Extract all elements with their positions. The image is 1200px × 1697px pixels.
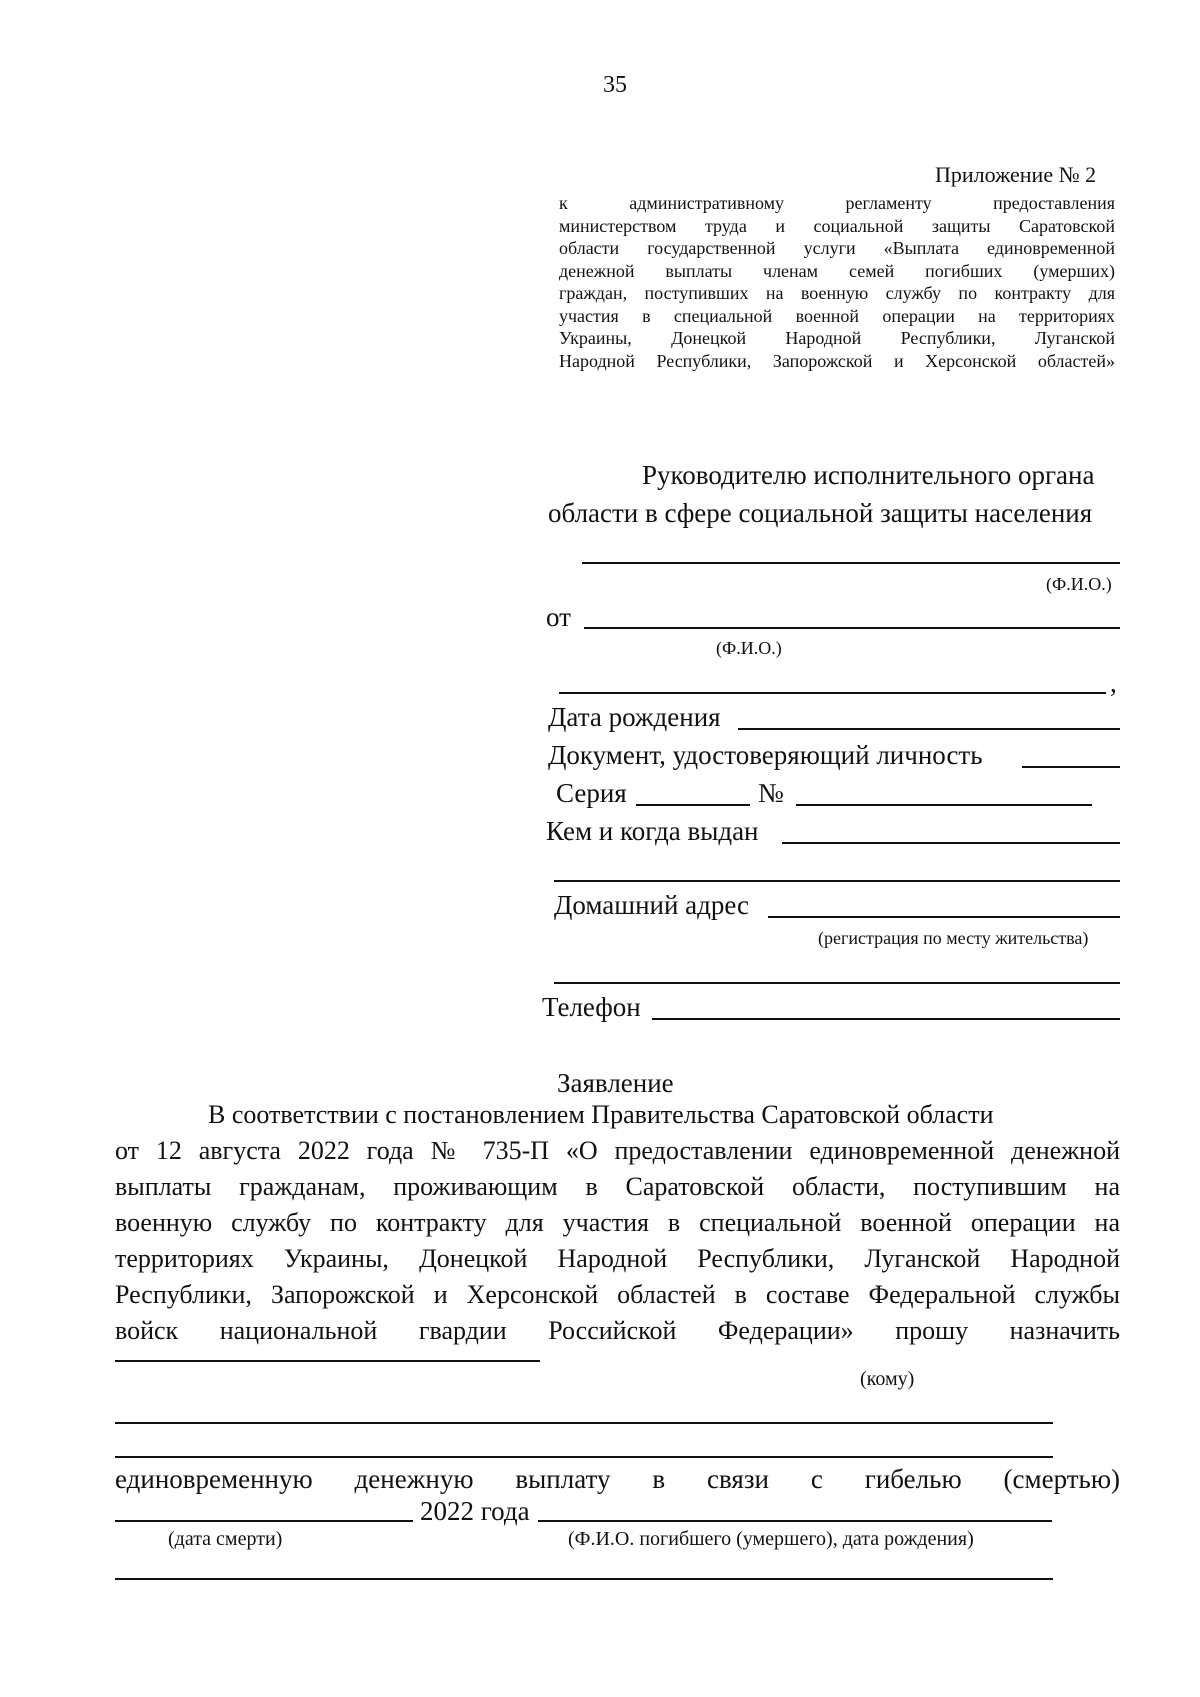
death-date-field[interactable] xyxy=(115,1520,413,1522)
addressee-fio-field[interactable] xyxy=(582,562,1120,564)
to-whom-caption: (кому) xyxy=(860,1368,915,1390)
issued-field[interactable] xyxy=(782,842,1120,844)
appendix-line: Украины, Донецкой Народной Республики, Луганской xyxy=(559,328,1115,348)
addressee-line-2: области в сфере социальной защиты населения xyxy=(548,498,1093,528)
phone-field[interactable] xyxy=(652,1018,1120,1020)
applicant-fio-field-2[interactable] xyxy=(559,692,1106,694)
to-whom-field-3[interactable] xyxy=(115,1456,1053,1458)
to-whom-field[interactable] xyxy=(115,1360,540,1362)
deceased-caption: (Ф.И.О. погибшего (умершего), дата рождения) xyxy=(568,1528,974,1550)
statement-line: выплаты гражданам, проживающим в Саратовской области, поступившим на xyxy=(115,1172,1120,1201)
appendix-line: денежной выплаты членам семей погибших (умерших) xyxy=(559,260,1115,281)
address-caption: (регистрация по месту жительства) xyxy=(818,928,1089,948)
appendix-line: области государственной услуги «Выплата единовременной xyxy=(559,238,1115,258)
id-doc-label: Документ, удостоверяющий личность xyxy=(548,740,983,770)
number-field[interactable] xyxy=(796,804,1092,806)
death-date-caption: (дата смерти) xyxy=(168,1528,283,1550)
address-label: Домашний адрес xyxy=(554,890,750,920)
appendix-line: к административному регламенту предоставления xyxy=(559,193,1115,213)
payment-line: единовременную денежную выплату в связи с гибелью (смертью) xyxy=(115,1464,1120,1494)
statement-line: В соответствии с постановлением Правительства Саратовской области xyxy=(208,1100,994,1129)
statement-line: Республики, Запорожской и Херсонской областей в составе Федеральной службы xyxy=(115,1280,1120,1309)
appendix-line: участия в специальной военной операции на территориях xyxy=(559,305,1115,326)
applicant-fio-caption: (Ф.И.О.) xyxy=(716,638,782,658)
statement-title: Заявление xyxy=(557,1068,674,1098)
number-label: № xyxy=(758,778,784,808)
birth-date-label: Дата рождения xyxy=(548,702,721,732)
appendix-line: Народной Республики, Запорожской и Херсонской областей» xyxy=(559,350,1115,371)
year-text: 2022 года xyxy=(420,1496,530,1526)
appendix-line: министерством труда и социальной защиты Саратовской xyxy=(559,215,1115,236)
statement-body xyxy=(115,1097,1120,1349)
birth-date-field[interactable] xyxy=(738,728,1120,730)
addressee-line-1: Руководителю исполнительного органа xyxy=(642,460,1095,490)
issued-field-2[interactable] xyxy=(554,880,1120,882)
statement-line: войск национальной гвардии Российской Федерации» прошу назначить xyxy=(115,1316,1120,1345)
phone-label: Телефон xyxy=(542,992,641,1022)
statement-line: территориях Украины, Донецкой Народной Республики, Луганской Народной xyxy=(115,1244,1120,1273)
deceased-field[interactable] xyxy=(538,1520,1052,1522)
appendix-title: Приложение № 2 xyxy=(935,162,1097,187)
series-field[interactable] xyxy=(636,804,750,806)
statement-line: от 12 августа 2022 года № 735-П «О предоставлении единовременной денежной xyxy=(115,1136,1120,1165)
address-field[interactable] xyxy=(768,916,1120,918)
comma: , xyxy=(1110,668,1117,698)
to-whom-field-2[interactable] xyxy=(115,1422,1053,1424)
from-label: от xyxy=(546,602,571,632)
id-doc-field[interactable] xyxy=(1022,766,1120,768)
address-field-2[interactable] xyxy=(554,982,1120,984)
deceased-field-2[interactable] xyxy=(115,1578,1053,1580)
series-label: Серия xyxy=(556,778,627,808)
appendix-text xyxy=(559,192,1115,372)
issued-label: Кем и когда выдан xyxy=(546,816,759,846)
applicant-fio-field[interactable] xyxy=(584,627,1120,629)
appendix-line: граждан, поступивших на военную службу по контракту для xyxy=(559,283,1115,303)
statement-line: военную службу по контракту для участия в специальной военной операции на xyxy=(115,1208,1120,1237)
page-number: 35 xyxy=(603,72,627,98)
addressee-fio-caption: (Ф.И.О.) xyxy=(1046,574,1112,594)
